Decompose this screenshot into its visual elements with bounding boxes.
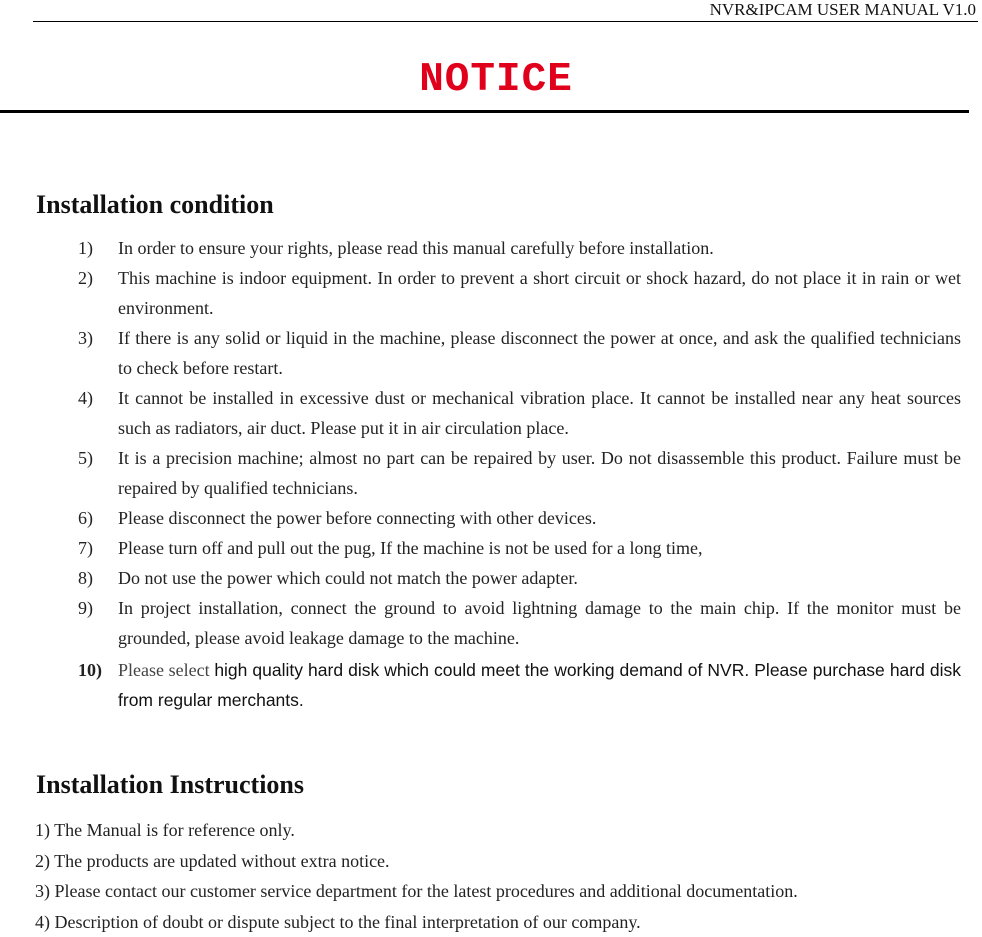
manual-header-title: NVR&IPCAM USER MANUAL V1.0	[710, 0, 976, 20]
list-item-number: 8)	[78, 563, 93, 593]
installation-condition-list	[0, 233, 982, 715]
notice-title: NOTICE	[0, 56, 982, 104]
list-item-number: 1)	[78, 233, 93, 263]
list-item-text	[118, 655, 961, 715]
installation-instructions-heading: Installation Instructions	[36, 770, 304, 800]
list-item-number: 5)	[78, 443, 93, 473]
list-item: 4) Description of doubt or dispute subject to the final interpretation of our company.	[35, 907, 975, 937]
list-item: 2) The products are updated without extra notice.	[35, 846, 975, 877]
list-item	[0, 655, 961, 715]
list-item-number: 9)	[78, 593, 93, 623]
list-item-text: It cannot be installed in excessive dust or mechanical vibration place. It cannot be installed near any heat sources such as radiators, air duct. Please put it in air circulation place.	[118, 383, 961, 443]
list-item-text-body: high quality hard disk which could meet the working demand of NVR. Please purchase hard disk from regular merchants.	[118, 660, 961, 710]
list-item	[0, 443, 961, 503]
list-item	[0, 503, 961, 533]
list-item-number: 7)	[78, 533, 93, 563]
list-item	[0, 323, 961, 383]
list-item	[0, 383, 961, 443]
list-item-text: If there is any solid or liquid in the machine, please disconnect the power at once, and ask the qualified technicians to check before restart.	[118, 323, 961, 383]
list-item-text: Do not use the power which could not match the power adapter.	[118, 563, 961, 593]
list-item-text-prefix: Please select	[118, 660, 214, 680]
list-item-text: Please disconnect the power before connecting with other devices.	[118, 503, 961, 533]
list-item-number: 2)	[78, 263, 93, 293]
installation-instructions-list	[35, 815, 975, 937]
list-item-text: It is a precision machine; almost no part can be repaired by user. Do not disassemble this product. Failure must be repaired by qualified technicians.	[118, 443, 961, 503]
list-item-text: In order to ensure your rights, please read this manual carefully before installation.	[118, 233, 961, 263]
list-item-number: 6)	[78, 503, 93, 533]
list-item-number: 3)	[78, 323, 93, 353]
list-item	[0, 263, 961, 323]
list-item-number: 4)	[78, 383, 93, 413]
list-item	[0, 233, 961, 263]
list-item	[0, 593, 961, 653]
list-item: 1) The Manual is for reference only.	[35, 815, 975, 846]
list-item-text: This machine is indoor equipment. In order to prevent a short circuit or shock hazard, do not place it in rain or wet environment.	[118, 263, 961, 323]
list-item-text: Please turn off and pull out the pug, If the machine is not be used for a long time,	[118, 533, 961, 563]
title-divider	[0, 110, 969, 113]
list-item-number: 10)	[78, 655, 102, 685]
list-item: 3) Please contact our customer service department for the latest procedures and additional documentation.	[35, 876, 975, 907]
list-item	[0, 533, 961, 563]
installation-condition-heading: Installation condition	[36, 190, 274, 220]
list-item-text: In project installation, connect the ground to avoid lightning damage to the main chip. If the monitor must be grounded, please avoid leakage damage to the machine.	[118, 593, 961, 653]
list-item	[0, 563, 961, 593]
header-divider	[33, 21, 978, 22]
